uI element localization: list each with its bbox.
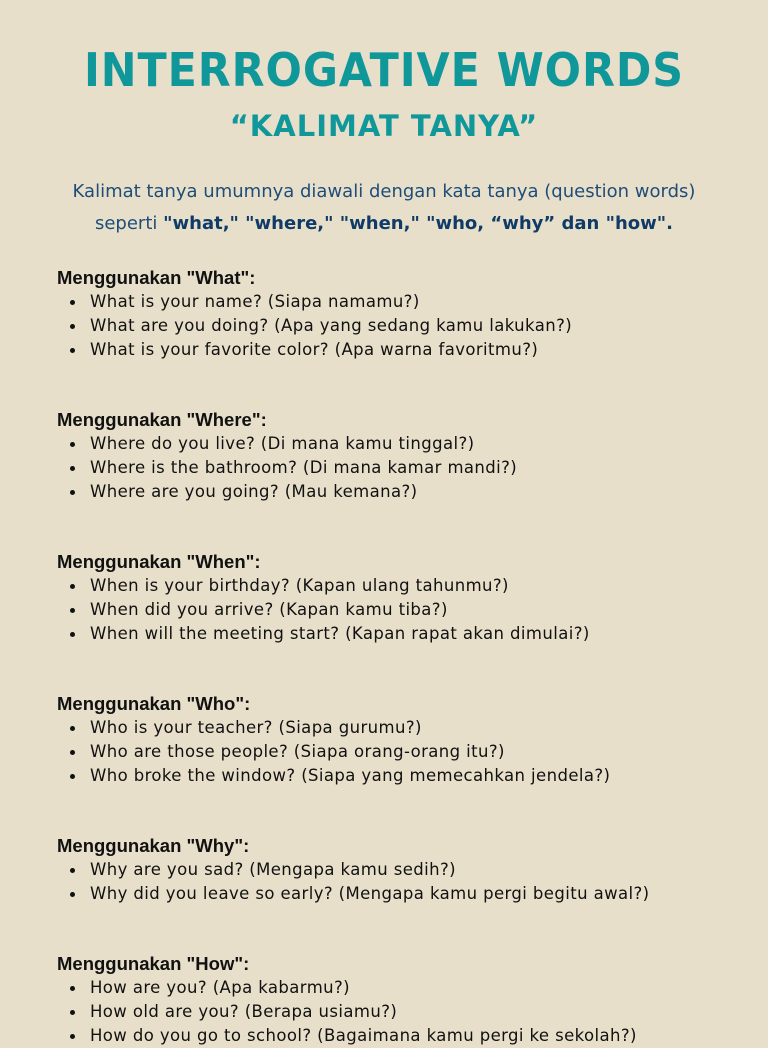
section-heading: Menggunakan "What": bbox=[57, 267, 256, 288]
page-title: INTERROGATIVE WORDS bbox=[83, 43, 685, 97]
list-item: Who broke the window? (Siapa yang memecahkan jendela?) bbox=[57, 764, 703, 788]
section-heading: Menggunakan "How": bbox=[57, 953, 250, 974]
section-what bbox=[57, 266, 703, 362]
section-where bbox=[57, 408, 703, 504]
example-list bbox=[57, 858, 703, 906]
intro-line-2 bbox=[20, 208, 748, 240]
section-who bbox=[57, 692, 703, 788]
list-item: Where is the bathroom? (Di mana kamar mandi?) bbox=[57, 456, 703, 480]
list-item: When did you arrive? (Kapan kamu tiba?) bbox=[57, 598, 703, 622]
list-item: Why did you leave so early? (Mengapa kamu pergi begitu awal?) bbox=[57, 882, 703, 906]
list-item: Where do you live? (Di mana kamu tinggal?) bbox=[57, 432, 703, 456]
list-item: What is your name? (Siapa namamu?) bbox=[57, 290, 703, 314]
list-item: Who is your teacher? (Siapa gurumu?) bbox=[57, 716, 703, 740]
section-how bbox=[57, 952, 703, 1048]
example-list bbox=[57, 574, 703, 646]
section-heading: Menggunakan "Why": bbox=[57, 835, 250, 856]
section-why bbox=[57, 834, 703, 906]
list-item: Where are you going? (Mau kemana?) bbox=[57, 480, 703, 504]
section-heading: Menggunakan "When": bbox=[57, 551, 261, 572]
sections-list bbox=[57, 266, 703, 1048]
section-when bbox=[57, 550, 703, 646]
list-item: Why are you sad? (Mengapa kamu sedih?) bbox=[57, 858, 703, 882]
list-item: How do you go to school? (Bagaimana kamu pergi ke sekolah?) bbox=[57, 1024, 703, 1048]
list-item: What is your favorite color? (Apa warna favoritmu?) bbox=[57, 338, 703, 362]
list-item: What are you doing? (Apa yang sedang kamu lakukan?) bbox=[57, 314, 703, 338]
list-item: How are you? (Apa kabarmu?) bbox=[57, 976, 703, 1000]
page-subtitle: “KALIMAT TANYA” bbox=[229, 109, 539, 143]
intro-paragraph bbox=[20, 176, 748, 240]
list-item: How old are you? (Berapa usiamu?) bbox=[57, 1000, 703, 1024]
intro-line-1: Kalimat tanya umumnya diawali dengan kata tanya (question words) bbox=[72, 181, 696, 202]
list-item: When will the meeting start? (Kapan rapat akan dimulai?) bbox=[57, 622, 703, 646]
section-heading: Menggunakan "Who": bbox=[57, 693, 251, 714]
example-list bbox=[57, 290, 703, 362]
list-item: When is your birthday? (Kapan ulang tahunmu?) bbox=[57, 574, 703, 598]
example-list bbox=[57, 432, 703, 504]
intro-highlight: "what," "where," "when," "who, “why” dan "how". bbox=[163, 213, 674, 234]
section-heading: Menggunakan "Where": bbox=[57, 409, 267, 430]
list-item: Who are those people? (Siapa orang-orang itu?) bbox=[57, 740, 703, 764]
example-list bbox=[57, 716, 703, 788]
intro-lead: seperti bbox=[94, 213, 164, 234]
example-list bbox=[57, 976, 703, 1048]
